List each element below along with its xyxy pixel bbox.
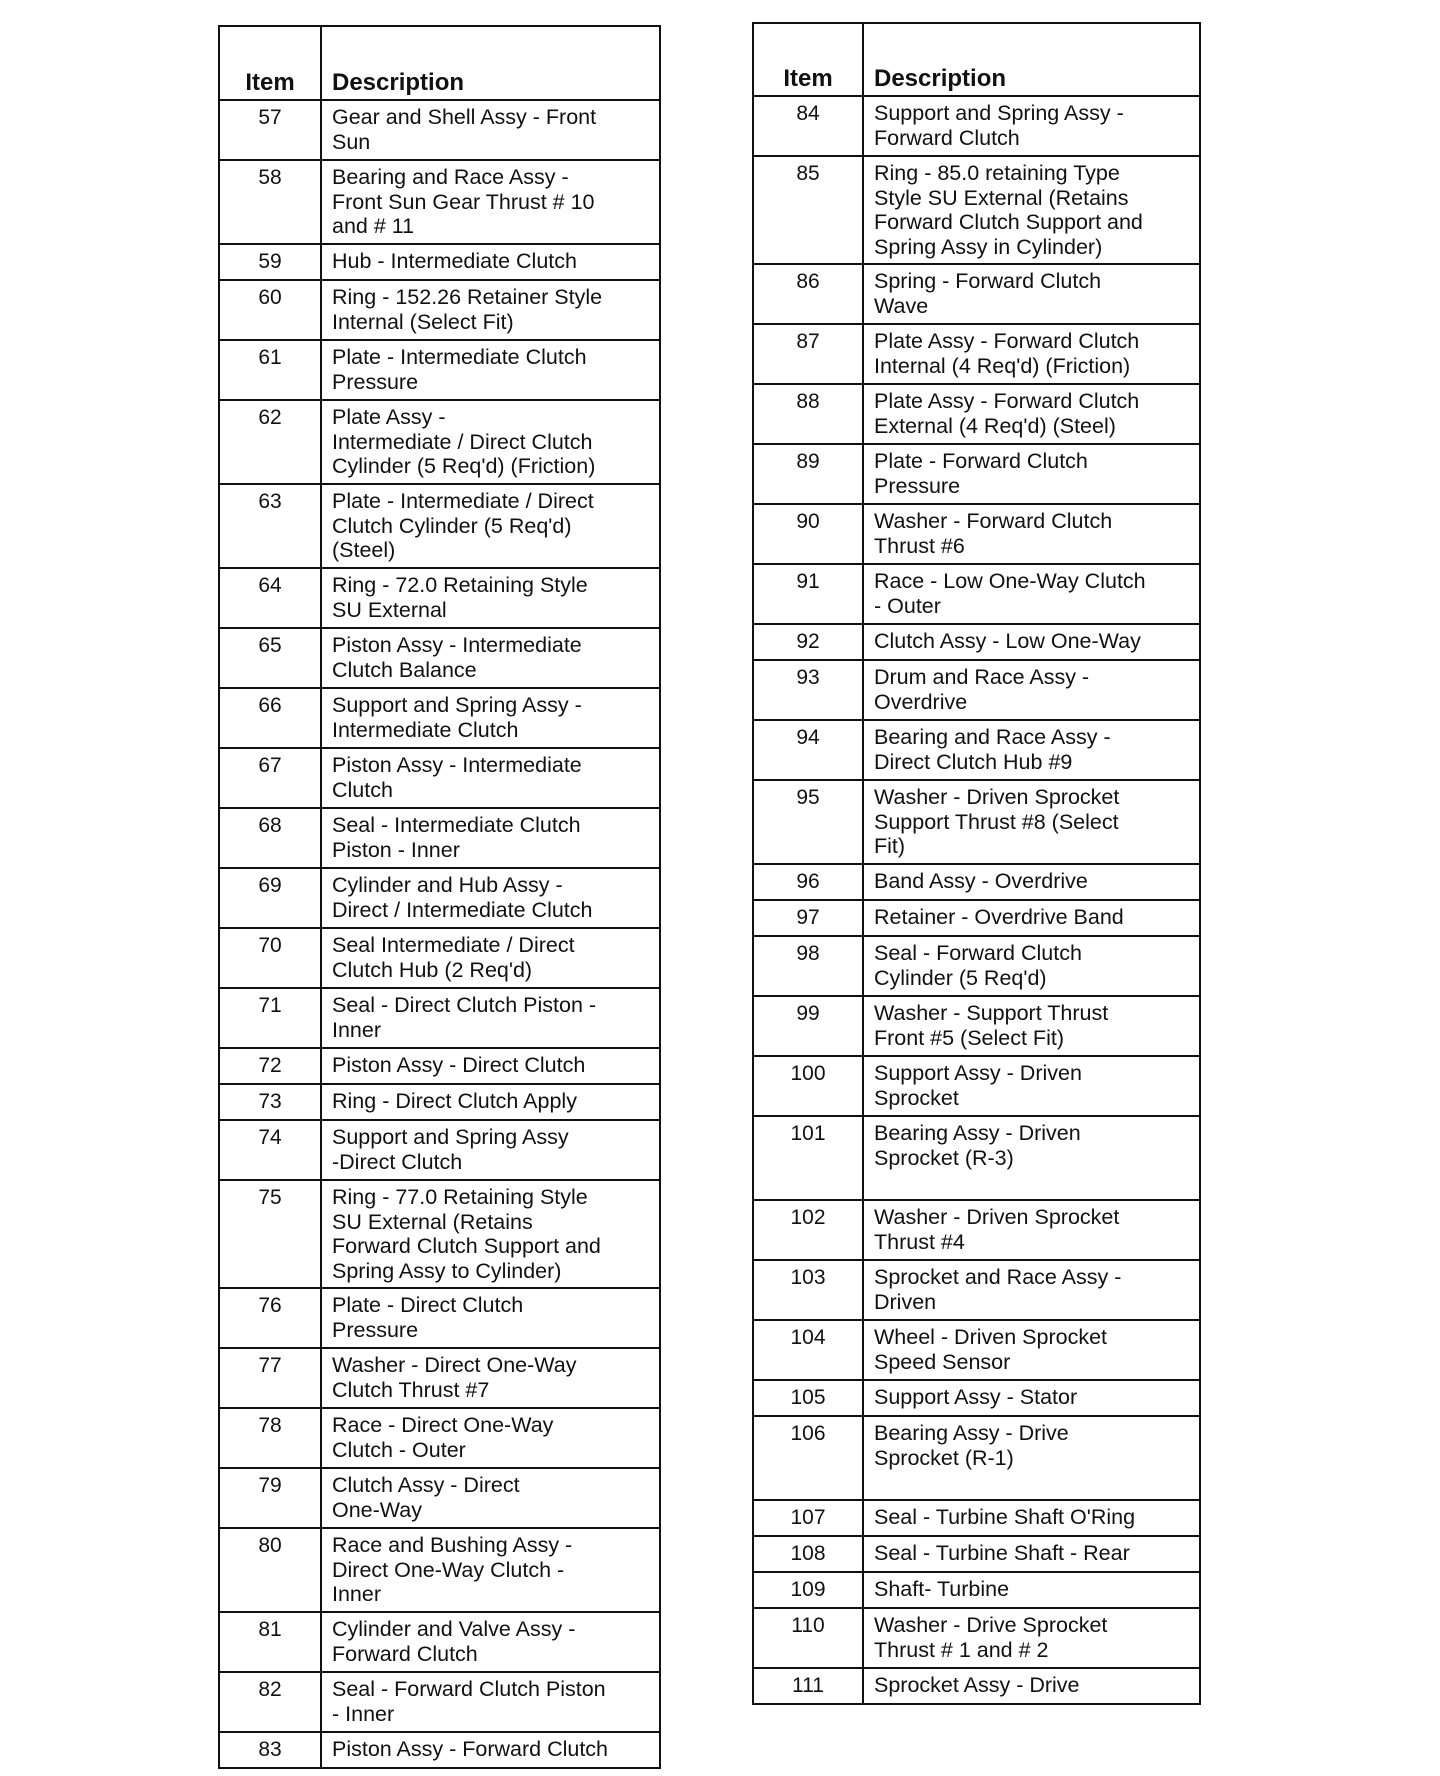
table-row [219,1120,660,1180]
item-description: Seal - Turbine Shaft - Rear [863,1536,1200,1572]
item-description: Race - Low One-Way Clutch - Outer [863,564,1200,624]
table-row [219,1288,660,1348]
table-row [753,564,1200,624]
item-number: 95 [753,780,863,864]
item-description: Seal - Direct Clutch Piston - Inner [321,988,660,1048]
item-number: 76 [219,1288,321,1348]
table-row [753,720,1200,780]
table-row [219,1408,660,1468]
item-description: Ring - 152.26 Retainer Style Internal (Select Fit) [321,280,660,340]
table-row [753,264,1200,324]
table-row [753,1116,1200,1200]
item-number: 71 [219,988,321,1048]
item-number: 65 [219,628,321,688]
item-description: Plate Assy - Intermediate / Direct Clutch Cylinder (5 Req'd) (Friction) [321,400,660,484]
item-number: 104 [753,1320,863,1380]
item-number: 62 [219,400,321,484]
item-number: 72 [219,1048,321,1084]
item-description: Clutch Assy - Direct One-Way [321,1468,660,1528]
item-description: Washer - Support Thrust Front #5 (Select Fit) [863,996,1200,1056]
header-row [219,26,660,100]
header-row [753,23,1200,96]
table-row [753,156,1200,264]
table-row [753,1416,1200,1500]
item-description: Piston Assy - Intermediate Clutch [321,748,660,808]
item-number: 111 [753,1668,863,1704]
table-row [753,936,1200,996]
table-row [219,1348,660,1408]
table-row [219,1180,660,1288]
item-number: 74 [219,1120,321,1180]
item-description: Clutch Assy - Low One-Way [863,624,1200,660]
item-description: Plate - Forward Clutch Pressure [863,444,1200,504]
item-column-header: Item [753,23,863,96]
table-row [219,244,660,280]
table-row [219,340,660,400]
item-number: 94 [753,720,863,780]
table-row [219,628,660,688]
item-number: 99 [753,996,863,1056]
item-number: 58 [219,160,321,244]
item-description: Ring - Direct Clutch Apply [321,1084,660,1120]
item-description: Piston Assy - Direct Clutch [321,1048,660,1084]
item-description: Washer - Drive Sprocket Thrust # 1 and # 2 [863,1608,1200,1668]
item-description: Bearing and Race Assy - Direct Clutch Hub #9 [863,720,1200,780]
table-row [753,660,1200,720]
item-number: 109 [753,1572,863,1608]
item-number: 108 [753,1536,863,1572]
table-row [753,1260,1200,1320]
table-row [753,1380,1200,1416]
item-number: 85 [753,156,863,264]
item-description: Piston Assy - Intermediate Clutch Balance [321,628,660,688]
table-row [219,1672,660,1732]
table-row [753,504,1200,564]
table-row [753,1500,1200,1536]
item-number: 80 [219,1528,321,1612]
item-number: 61 [219,340,321,400]
item-number: 66 [219,688,321,748]
item-number: 97 [753,900,863,936]
item-description: Washer - Driven Sprocket Support Thrust #8 (Select Fit) [863,780,1200,864]
item-description: Race and Bushing Assy - Direct One-Way Clutch - Inner [321,1528,660,1612]
item-number: 83 [219,1732,321,1768]
item-number: 105 [753,1380,863,1416]
item-description: Piston Assy - Forward Clutch [321,1732,660,1768]
table-row [219,1468,660,1528]
item-description: Support and Spring Assy -Direct Clutch [321,1120,660,1180]
table-row [219,1612,660,1672]
item-description: Sprocket Assy - Drive [863,1668,1200,1704]
item-number: 70 [219,928,321,988]
item-number: 67 [219,748,321,808]
item-number: 91 [753,564,863,624]
table-row [219,1048,660,1084]
item-number: 82 [219,1672,321,1732]
item-number: 87 [753,324,863,384]
item-number: 93 [753,660,863,720]
table-row [219,1732,660,1768]
item-number: 101 [753,1116,863,1200]
item-description: Seal - Turbine Shaft O'Ring [863,1500,1200,1536]
item-description: Support Assy - Driven Sprocket [863,1056,1200,1116]
table-row [219,280,660,340]
item-description: Shaft- Turbine [863,1572,1200,1608]
item-description: Retainer - Overdrive Band [863,900,1200,936]
table-row [753,780,1200,864]
table-row [753,96,1200,156]
item-number: 75 [219,1180,321,1288]
item-number: 60 [219,280,321,340]
table-row [753,1572,1200,1608]
item-description: Race - Direct One-Way Clutch - Outer [321,1408,660,1468]
item-description: Spring - Forward Clutch Wave [863,264,1200,324]
table-row [753,900,1200,936]
table-row [753,324,1200,384]
item-description: Sprocket and Race Assy - Driven [863,1260,1200,1320]
description-column-header: Description [321,26,660,100]
item-column-header: Item [219,26,321,100]
item-number: 86 [753,264,863,324]
description-column-header: Description [863,23,1200,96]
item-description: Support Assy - Stator [863,1380,1200,1416]
item-description: Support and Spring Assy - Intermediate Clutch [321,688,660,748]
item-number: 98 [753,936,863,996]
item-number: 110 [753,1608,863,1668]
item-description: Cylinder and Hub Assy - Direct / Intermediate Clutch [321,868,660,928]
table-row [219,688,660,748]
item-description: Seal Intermediate / Direct Clutch Hub (2 Req'd) [321,928,660,988]
item-description: Washer - Forward Clutch Thrust #6 [863,504,1200,564]
item-number: 68 [219,808,321,868]
item-number: 92 [753,624,863,660]
item-description: Bearing and Race Assy - Front Sun Gear Thrust # 10 and # 11 [321,160,660,244]
table-row [219,988,660,1048]
item-number: 102 [753,1200,863,1260]
item-description: Hub - Intermediate Clutch [321,244,660,280]
table-row [219,100,660,160]
item-description: Seal - Forward Clutch Cylinder (5 Req'd) [863,936,1200,996]
table-row [219,1084,660,1120]
item-number: 84 [753,96,863,156]
item-number: 79 [219,1468,321,1528]
item-number: 78 [219,1408,321,1468]
item-description: Plate Assy - Forward Clutch External (4 Req'd) (Steel) [863,384,1200,444]
item-number: 81 [219,1612,321,1672]
item-description: Plate - Intermediate Clutch Pressure [321,340,660,400]
table-row [753,864,1200,900]
item-description: Plate - Direct Clutch Pressure [321,1288,660,1348]
table-row [753,1056,1200,1116]
table-row [753,1320,1200,1380]
table-row [219,400,660,484]
item-description: Plate Assy - Forward Clutch Internal (4 Req'd) (Friction) [863,324,1200,384]
table-row [753,1536,1200,1572]
item-description: Bearing Assy - Drive Sprocket (R-1) [863,1416,1200,1500]
table-row [219,928,660,988]
table-row [219,868,660,928]
item-description: Ring - 77.0 Retaining Style SU External (Retains Forward Clutch Support and Spring Assy to Cylinder) [321,1180,660,1288]
item-description: Ring - 72.0 Retaining Style SU External [321,568,660,628]
table-row [219,484,660,568]
item-number: 100 [753,1056,863,1116]
item-number: 63 [219,484,321,568]
item-number: 64 [219,568,321,628]
item-description: Wheel - Driven Sprocket Speed Sensor [863,1320,1200,1380]
item-number: 77 [219,1348,321,1408]
table-row [753,1200,1200,1260]
item-description: Gear and Shell Assy - Front Sun [321,100,660,160]
item-number: 106 [753,1416,863,1500]
item-description: Bearing Assy - Driven Sprocket (R-3) [863,1116,1200,1200]
item-number: 69 [219,868,321,928]
item-number: 89 [753,444,863,504]
table-row [219,160,660,244]
item-number: 73 [219,1084,321,1120]
item-number: 57 [219,100,321,160]
table-row [219,748,660,808]
table-row [753,384,1200,444]
item-number: 90 [753,504,863,564]
table-row [753,444,1200,504]
item-description: Support and Spring Assy - Forward Clutch [863,96,1200,156]
item-number: 107 [753,1500,863,1536]
parts-table-right [752,22,1201,1705]
item-number: 59 [219,244,321,280]
item-description: Cylinder and Valve Assy - Forward Clutch [321,1612,660,1672]
item-description: Ring - 85.0 retaining Type Style SU External (Retains Forward Clutch Support and Spring Assy in Cylinder) [863,156,1200,264]
item-description: Washer - Driven Sprocket Thrust #4 [863,1200,1200,1260]
item-description: Seal - Intermediate Clutch Piston - Inner [321,808,660,868]
item-description: Drum and Race Assy - Overdrive [863,660,1200,720]
item-description: Seal - Forward Clutch Piston - Inner [321,1672,660,1732]
table-row [753,1668,1200,1704]
table-row [753,1608,1200,1668]
table-row [219,568,660,628]
item-description: Band Assy - Overdrive [863,864,1200,900]
table-row [753,996,1200,1056]
item-number: 88 [753,384,863,444]
table-row [753,624,1200,660]
item-description: Plate - Intermediate / Direct Clutch Cylinder (5 Req'd) (Steel) [321,484,660,568]
item-number: 103 [753,1260,863,1320]
item-description: Washer - Direct One-Way Clutch Thrust #7 [321,1348,660,1408]
table-row [219,808,660,868]
item-number: 96 [753,864,863,900]
table-row [219,1528,660,1612]
parts-table-left [218,25,661,1769]
